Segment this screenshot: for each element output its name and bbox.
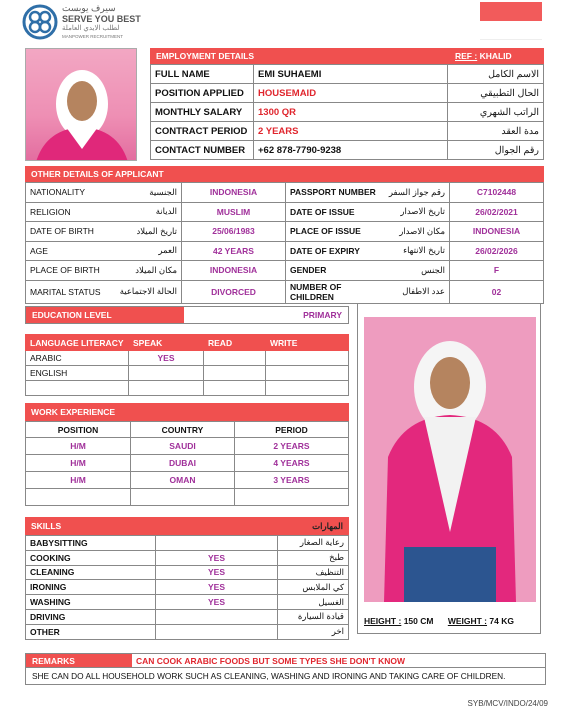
remarks-top: [26, 654, 545, 668]
work-table: [25, 421, 349, 506]
applicant-photo-large-frame: [357, 303, 541, 634]
flag-top: [480, 2, 542, 21]
work-position: H/M: [26, 455, 131, 472]
employment-header: [150, 48, 544, 64]
other-arabic-left: مكان الميلاد: [106, 261, 182, 281]
work-period: 2 YEARS: [235, 438, 349, 455]
other-label-right: DATE OF ISSUE: [286, 202, 382, 222]
work-col-position: POSITION: [26, 422, 131, 438]
other-value-right: INDONESIA: [450, 222, 544, 242]
other-arabic-left: تاريخ الميلاد: [106, 222, 182, 242]
skill-arabic: اخر: [278, 624, 349, 639]
employment-arabic: الاسم الكامل: [448, 65, 544, 84]
skill-value: YES: [156, 550, 278, 565]
other-arabic-left: الحالة الاجتماعية: [106, 280, 182, 303]
other-arabic-right: رقم جواز السفر: [382, 183, 450, 203]
employment-table: [150, 64, 544, 160]
other-label-right: DATE OF EXPIRY: [286, 241, 382, 261]
skill-row: [26, 550, 349, 565]
logo-name: SERVE YOU BEST: [62, 14, 141, 24]
other-arabic-left: الجنسية: [106, 183, 182, 203]
skills-header-label: SKILLS: [31, 521, 62, 531]
employment-arabic: رقم الجوال: [448, 141, 544, 160]
other-arabic-right: تاريخ الاصدار: [382, 202, 450, 222]
weight-value: 74 KG: [489, 616, 514, 626]
height-label: HEIGHT :: [364, 616, 402, 626]
skill-arabic: الغسيل: [278, 595, 349, 610]
work-country: DUBAI: [131, 455, 235, 472]
lang-header-write: WRITE: [266, 335, 349, 351]
other-arabic-left: العمر: [106, 241, 182, 261]
logo-sub: MANPOWER RECRUITMENT: [62, 34, 123, 39]
other-value-right: 26/02/2026: [450, 241, 544, 261]
skill-name: CLEANING: [26, 565, 156, 580]
remarks-section: [25, 653, 546, 685]
other-value-right: 26/02/2021: [450, 202, 544, 222]
skill-name: BABYSITTING: [26, 536, 156, 551]
other-label-right: GENDER: [286, 261, 382, 281]
employment-row: [151, 84, 544, 103]
skill-value: [156, 536, 278, 551]
employment-value: 2 YEARS: [254, 122, 448, 141]
applicant-photo-small: [25, 48, 137, 161]
work-position: [26, 489, 131, 506]
footer-code: SYB/MCV/INDO/24/09: [467, 699, 548, 708]
remarks-headline: CAN COOK ARABIC FOODS BUT SOME TYPES SHE DON'T KNOW: [132, 654, 545, 667]
work-period: 3 YEARS: [235, 472, 349, 489]
skill-arabic: رعاية الصغار: [278, 536, 349, 551]
skill-name: OTHER: [26, 624, 156, 639]
other-arabic-right: مكان الاصدار: [382, 222, 450, 242]
work-header: WORK EXPERIENCE: [25, 403, 349, 421]
other-row: [26, 261, 544, 281]
other-value-right: C7102448: [450, 183, 544, 203]
employment-value: HOUSEMAID: [254, 84, 448, 103]
measurements: [364, 616, 514, 626]
work-col-period: PERIOD: [235, 422, 349, 438]
employment-label: CONTRACT PERIOD: [151, 122, 254, 141]
skill-row: [26, 580, 349, 595]
other-value-left: INDONESIA: [182, 261, 286, 281]
other-value-left: 42 YEARS: [182, 241, 286, 261]
skill-value: [156, 624, 278, 639]
employment-value: +62 878-7790-9238: [254, 141, 448, 160]
language-name: ENGLISH: [26, 366, 129, 381]
language-section: [25, 334, 349, 396]
logo: [22, 2, 162, 42]
other-label-left: NATIONALITY: [26, 183, 106, 203]
employment-value: 1300 QR: [254, 103, 448, 122]
other-label-left: MARITAL STATUS: [26, 280, 106, 303]
language-speak: YES: [129, 351, 204, 366]
skills-header: [25, 517, 349, 535]
skill-name: DRIVING: [26, 609, 156, 624]
employment-details: [150, 48, 544, 160]
other-label-left: DATE OF BIRTH: [26, 222, 106, 242]
work-period: [235, 489, 349, 506]
skill-row: [26, 565, 349, 580]
language-write: [266, 351, 349, 366]
other-row: [26, 183, 544, 203]
language-table: [25, 334, 349, 396]
skill-arabic: كي الملابس: [278, 580, 349, 595]
height-value: 150 CM: [403, 616, 434, 626]
flag: [480, 2, 542, 40]
skill-row: [26, 624, 349, 639]
applicant-photo-large: [364, 317, 536, 602]
skills-section: [25, 517, 349, 640]
flag-bottom: [480, 21, 542, 40]
other-value-left: 25/06/1983: [182, 222, 286, 242]
skill-arabic: قيادة السيارة: [278, 609, 349, 624]
employment-row: [151, 65, 544, 84]
work-row: [26, 489, 349, 506]
work-section: [25, 403, 349, 506]
other-label-right: NUMBER OF CHILDREN: [286, 280, 382, 303]
other-value-left: INDONESIA: [182, 183, 286, 203]
other-value-right: F: [450, 261, 544, 281]
work-row: [26, 455, 349, 472]
employment-value: EMI SUHAEMI: [254, 65, 448, 84]
education-label: EDUCATION LEVEL: [26, 307, 184, 323]
lang-header-read: READ: [204, 335, 266, 351]
employment-label: POSITION APPLIED: [151, 84, 254, 103]
language-row: [26, 351, 349, 366]
other-value-left: DIVORCED: [182, 280, 286, 303]
work-row: [26, 438, 349, 455]
skills-table: [25, 535, 349, 640]
employment-row: [151, 141, 544, 160]
other-label-right: PLACE OF ISSUE: [286, 222, 382, 242]
work-period: 4 YEARS: [235, 455, 349, 472]
work-country: [131, 489, 235, 506]
logo-icon: [22, 4, 58, 40]
other-arabic-right: الجنس: [382, 261, 450, 281]
skill-row: [26, 595, 349, 610]
logo-arabic-sub: لطلب الايدي العاملة: [62, 25, 120, 32]
skill-value: YES: [156, 565, 278, 580]
other-label-right: PASSPORT NUMBER: [286, 183, 382, 203]
lang-header-speak: SPEAK: [129, 335, 204, 351]
skill-row: [26, 536, 349, 551]
other-header: OTHER DETAILS OF APPLICANT: [25, 166, 544, 182]
other-arabic-right: عدد الاطفال: [382, 280, 450, 303]
person-full-icon: [364, 317, 536, 602]
employment-row: [151, 122, 544, 141]
employment-label: FULL NAME: [151, 65, 254, 84]
remarks-text: SHE CAN DO ALL HOUSEHOLD WORK SUCH AS CLEANING, WASHING AND IRONING AND TAKING CARE OF CHILDREN.: [32, 671, 506, 681]
skill-name: COOKING: [26, 550, 156, 565]
other-label-left: RELIGION: [26, 202, 106, 222]
language-speak: [129, 366, 204, 381]
lang-header-literacy: LANGUAGE LITERACY: [26, 335, 129, 351]
employment-row: [151, 103, 544, 122]
employment-arabic: الحال التطبيقي: [448, 84, 544, 103]
other-arabic-left: الديانة: [106, 202, 182, 222]
work-country: OMAN: [131, 472, 235, 489]
employment-arabic: الراتب الشهري: [448, 103, 544, 122]
other-label-left: AGE: [26, 241, 106, 261]
person-icon: [26, 49, 137, 161]
other-row: [26, 202, 544, 222]
ref-value: KHALID: [479, 51, 512, 61]
skill-value: [156, 609, 278, 624]
skills-header-ar: المهارات: [312, 520, 343, 531]
work-position: H/M: [26, 438, 131, 455]
language-name: [26, 381, 129, 396]
skill-name: IRONING: [26, 580, 156, 595]
education-value: PRIMARY: [303, 310, 342, 320]
language-row: [26, 366, 349, 381]
skill-value: YES: [156, 595, 278, 610]
logo-arabic-name: سيرف يوبست: [62, 3, 116, 13]
employment-arabic: مدة العقد: [448, 122, 544, 141]
language-write: [266, 366, 349, 381]
work-country: SAUDI: [131, 438, 235, 455]
language-speak: [129, 381, 204, 396]
other-row: [26, 222, 544, 242]
ref-label: REF :: [455, 51, 478, 61]
skill-arabic: طبخ: [278, 550, 349, 565]
other-row: [26, 280, 544, 303]
language-name: ARABIC: [26, 351, 129, 366]
language-read: [204, 381, 266, 396]
language-row: [26, 381, 349, 396]
employment-header-title: EMPLOYMENT DETAILS: [156, 51, 255, 61]
remarks-label: REMARKS: [26, 654, 132, 667]
work-col-country: COUNTRY: [131, 422, 235, 438]
other-arabic-right: تاريخ الانتهاء: [382, 241, 450, 261]
language-write: [266, 381, 349, 396]
employment-label: CONTACT NUMBER: [151, 141, 254, 160]
other-value-left: MUSLIM: [182, 202, 286, 222]
employment-label: MONTHLY SALARY: [151, 103, 254, 122]
skill-value: YES: [156, 580, 278, 595]
skill-arabic: التنظيف: [278, 565, 349, 580]
weight-label: WEIGHT :: [447, 616, 488, 626]
skill-row: [26, 609, 349, 624]
other-details: [25, 166, 544, 304]
skill-name: WASHING: [26, 595, 156, 610]
other-row: [26, 241, 544, 261]
language-read: [204, 366, 266, 381]
education-row: [25, 306, 349, 324]
other-label-left: PLACE OF BIRTH: [26, 261, 106, 281]
language-read: [204, 351, 266, 366]
other-table: [25, 182, 544, 304]
work-position: H/M: [26, 472, 131, 489]
work-row: [26, 472, 349, 489]
other-value-right: 02: [450, 280, 544, 303]
